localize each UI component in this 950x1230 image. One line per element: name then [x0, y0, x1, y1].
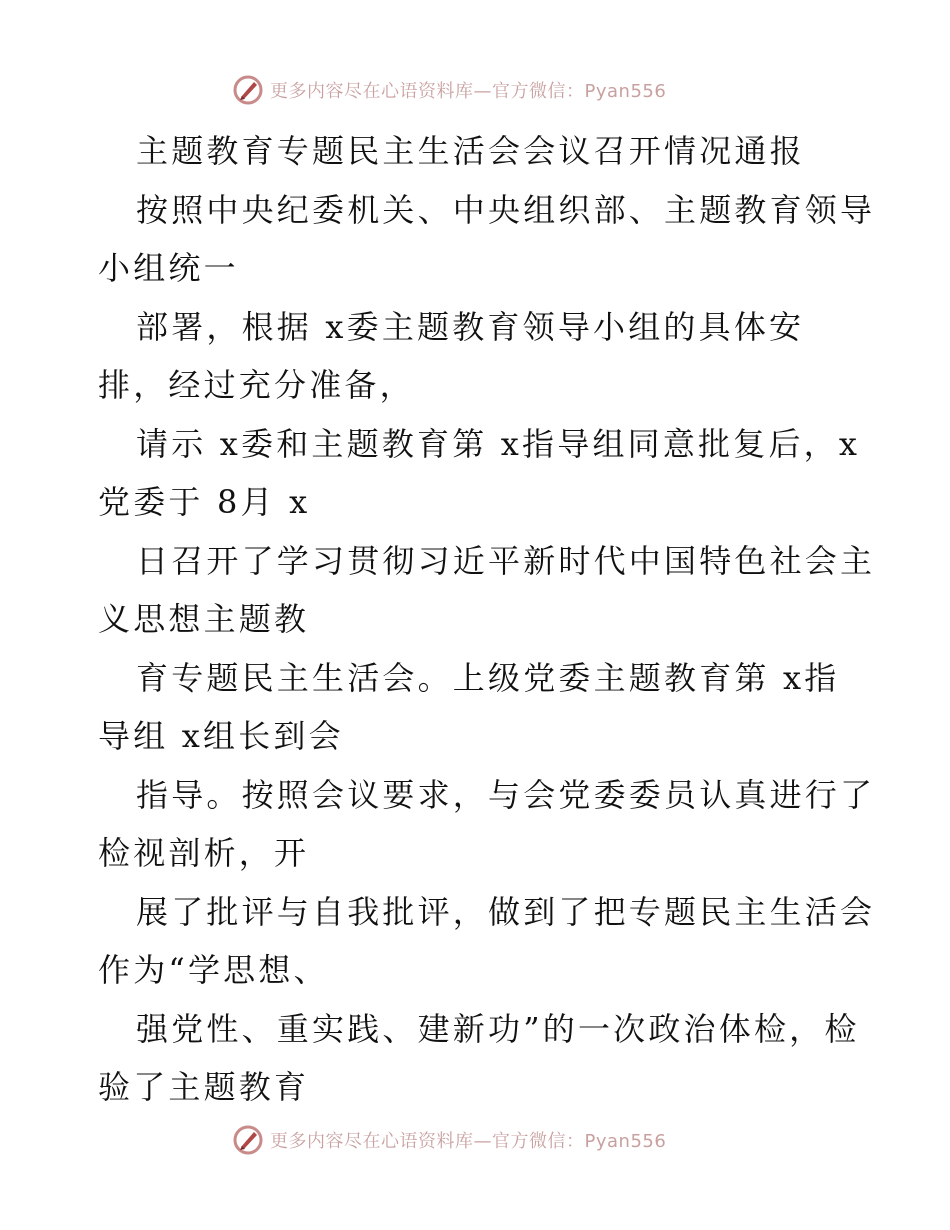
- paragraph-line: 义思想主题教: [98, 600, 310, 638]
- paragraph-line: 日召开了学习贯彻习近平新时代中国特色社会主: [136, 541, 876, 580]
- paragraph-line: 党委于 8月 x: [98, 483, 311, 521]
- document-title: 主题教育专题民主生活会会议召开情况通报: [136, 132, 805, 170]
- header-watermark: [232, 72, 712, 108]
- paragraph-line: 部署，根据 x委主题教育领导小组的具体安: [136, 307, 805, 346]
- footer-watermark: [232, 1122, 712, 1158]
- paragraph-line: 请示 x委和主题教育第 x指导组同意批复后，x: [136, 424, 861, 463]
- paragraph-line: 作为“学思想、: [98, 951, 329, 989]
- paragraph-line: 排，经过充分准备，: [98, 366, 415, 404]
- paragraph-line: 强党性、重实践、建新功”的一次政治体检，检: [136, 1009, 860, 1048]
- paragraph-line: 检视剖析，开: [98, 834, 310, 872]
- watermark-text: 更多内容尽在心语资料库—官方微信：Pyan556: [270, 81, 667, 102]
- paragraph-line: 展了批评与自我批评，做到了把专题民主生活会: [136, 892, 876, 931]
- pen-logo-icon: [232, 74, 264, 106]
- paragraph-line: 小组统一: [98, 249, 239, 287]
- pen-logo-icon: [232, 1124, 264, 1156]
- paragraph-line: 育专题民主生活会。上级党委主题教育第 x指: [136, 658, 840, 697]
- paragraph-line: 按照中央纪委机关、中央组织部、主题教育领导: [136, 190, 876, 229]
- paragraph-line: 指导。按照会议要求，与会党委委员认真进行了: [136, 775, 876, 814]
- document-body: [98, 122, 876, 1117]
- watermark-text: 更多内容尽在心语资料库—官方微信：Pyan556: [270, 1131, 667, 1152]
- paragraph-line: 导组 x组长到会: [98, 717, 344, 755]
- paragraph-line: 验了主题教育: [98, 1068, 310, 1106]
